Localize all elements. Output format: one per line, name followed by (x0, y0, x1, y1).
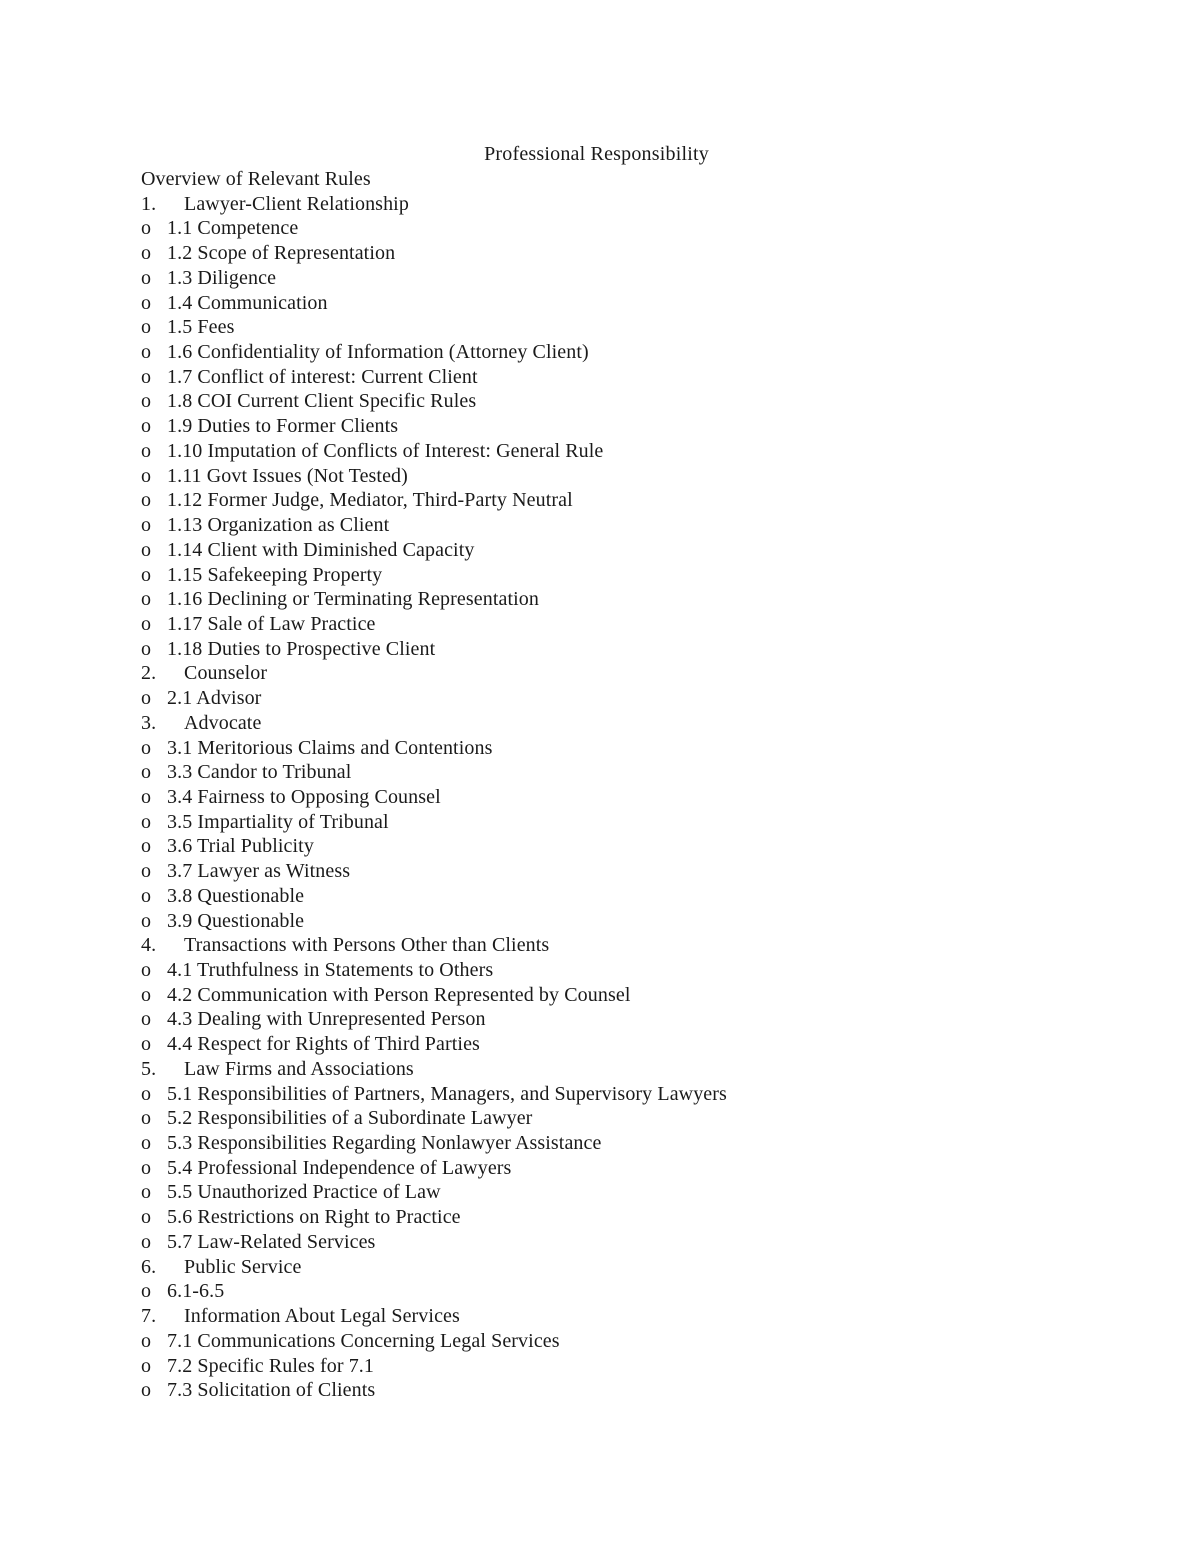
rule-list-item (141, 439, 1181, 464)
rule-title: 3.1 Meritorious Claims and Contentions (167, 736, 493, 759)
bullet-marker: o (141, 761, 152, 784)
bullet-marker: o (141, 588, 152, 611)
bullet-marker: o (141, 884, 152, 907)
rule-list-item (141, 958, 1181, 983)
rule-title: 1.12 Former Judge, Mediator, Third-Party Neutral (167, 489, 573, 512)
rule-title: 1.5 Fees (167, 316, 235, 339)
rule-list-item (141, 266, 1181, 291)
rule-list-item (141, 859, 1181, 884)
bullet-marker: o (141, 464, 152, 487)
bullet-marker: o (141, 266, 152, 289)
rule-list-item (141, 414, 1181, 439)
bullet-marker: o (141, 390, 152, 413)
bullet-marker: o (141, 909, 152, 932)
rule-list-item (141, 1131, 1181, 1156)
rule-title: 1.14 Client with Diminished Capacity (167, 538, 475, 561)
bullet-marker: o (141, 983, 152, 1006)
section-number: 4. (141, 934, 157, 957)
rule-list-item (141, 637, 1181, 662)
section-title: Lawyer-Client Relationship (184, 192, 409, 215)
rule-title: 1.9 Duties to Former Clients (167, 415, 399, 438)
bullet-marker: o (141, 785, 152, 808)
section-title: Counselor (184, 662, 268, 685)
bullet-marker: o (141, 1156, 152, 1179)
section-heading (141, 1255, 1181, 1280)
section-heading (141, 661, 1181, 686)
bullet-marker: o (141, 1181, 152, 1204)
rule-title: 1.13 Organization as Client (167, 514, 390, 537)
rule-list-item (141, 1378, 1181, 1403)
section-title: Advocate (184, 711, 262, 734)
rule-title: 7.2 Specific Rules for 7.1 (167, 1354, 375, 1377)
rule-title: 7.3 Solicitation of Clients (167, 1379, 376, 1402)
section-number: 2. (141, 662, 157, 685)
bullet-marker: o (141, 217, 152, 240)
rule-list-item (141, 315, 1181, 340)
rule-list-item (141, 1032, 1181, 1057)
bullet-marker: o (141, 959, 152, 981)
rule-list-item (141, 834, 1181, 859)
rule-list-item (141, 1082, 1181, 1107)
rule-title: 1.4 Communication (167, 291, 328, 314)
bullet-marker: o (141, 538, 152, 561)
section-number: 1. (141, 192, 157, 215)
rule-title: 1.6 Confidentiality of Information (Attorney Client) (167, 341, 589, 364)
rule-list-item (141, 1354, 1181, 1379)
rule-title: 4.3 Dealing with Unrepresented Person (167, 1008, 486, 1031)
rule-title: 3.7 Lawyer as Witness (167, 860, 351, 883)
rule-list-item (141, 1156, 1181, 1181)
rule-title: 4.4 Respect for Rights of Third Parties (167, 1033, 480, 1056)
rule-title: 3.6 Trial Publicity (167, 835, 314, 858)
rule-list-item (141, 736, 1181, 761)
rule-title: 1.16 Declining or Terminating Representation (167, 588, 539, 611)
bullet-marker: o (141, 736, 152, 759)
rule-list-item (141, 241, 1181, 266)
rule-title: 5.5 Unauthorized Practice of Law (167, 1181, 441, 1204)
rule-title: 7.1 Communications Concerning Legal Services (167, 1329, 560, 1352)
rule-list-item (141, 1329, 1181, 1354)
document-title: Professional Responsibility (484, 143, 709, 165)
rule-list-item (141, 983, 1181, 1008)
rule-title: 5.6 Restrictions on Right to Practice (167, 1206, 461, 1229)
bullet-marker: o (141, 1132, 152, 1155)
bullet-marker: o (141, 1329, 152, 1352)
bullet-marker: o (141, 242, 152, 265)
rule-list-item (141, 1007, 1181, 1032)
bullet-marker: o (141, 489, 152, 512)
rule-title: 3.9 Questionable (167, 909, 305, 932)
rule-title: 1.15 Safekeeping Property (167, 563, 383, 586)
rule-title: 1.11 Govt Issues (Not Tested) (167, 464, 408, 487)
rule-title: 5.2 Responsibilities of a Subordinate Lawyer (167, 1107, 533, 1130)
bullet-marker: o (141, 316, 152, 339)
rule-title: 5.3 Responsibilities Regarding Nonlawyer Assistance (167, 1132, 602, 1155)
rule-title: 3.8 Questionable (167, 884, 305, 907)
rule-title: 1.18 Duties to Prospective Client (167, 637, 436, 660)
rule-list-item (141, 340, 1181, 365)
section-title: Transactions with Persons Other than Clients (184, 934, 550, 957)
section-title: Public Service (184, 1255, 302, 1278)
bullet-marker: o (141, 1082, 152, 1105)
rule-title: 1.17 Sale of Law Practice (167, 612, 376, 635)
section-number: 5. (141, 1057, 157, 1080)
section-heading (141, 711, 1181, 736)
rule-list-item (141, 1205, 1181, 1230)
section-heading (141, 192, 1181, 217)
bullet-marker: o (141, 415, 152, 438)
rule-list-item (141, 884, 1181, 909)
bullet-marker: o (141, 365, 152, 388)
rule-list-item (141, 563, 1181, 588)
bullet-marker: o (141, 1280, 152, 1303)
bullet-marker: o (141, 563, 152, 586)
rule-list-item (141, 464, 1181, 489)
bullet-marker: o (141, 1206, 152, 1229)
rule-title: 3.3 Candor to Tribunal (167, 761, 352, 784)
rule-list-item (141, 785, 1181, 810)
bullet-marker: o (141, 439, 152, 462)
bullet-marker: o (141, 687, 152, 710)
rule-title: 5.1 Responsibilities of Partners, Managers, and Supervisory Lawyers (167, 1082, 727, 1105)
section-title: Law Firms and Associations (184, 1057, 414, 1080)
rule-title: 1.1 Competence (167, 217, 299, 240)
rule-list-item (141, 909, 1181, 934)
rule-list-item (141, 1180, 1181, 1205)
rule-list-item (141, 1279, 1181, 1304)
rule-title: 4.1 Truthfulness in Statements to Others (167, 959, 494, 981)
rule-list-item (141, 216, 1181, 241)
bullet-marker: o (141, 1033, 152, 1056)
rule-title: 4.2 Communication with Person Represented by Counsel (167, 983, 631, 1006)
bullet-marker: o (141, 810, 152, 833)
bullet-marker: o (141, 514, 152, 537)
bullet-marker: o (141, 1008, 152, 1031)
bullet-marker: o (141, 291, 152, 314)
bullet-marker: o (141, 1379, 152, 1402)
rule-list-item (141, 587, 1181, 612)
rule-list-item (141, 810, 1181, 835)
overview-heading (141, 167, 1181, 192)
rule-list-item (141, 1106, 1181, 1131)
section-number: 7. (141, 1305, 157, 1328)
rules-outline (141, 167, 1181, 1403)
bullet-marker: o (141, 612, 152, 635)
rule-list-item (141, 389, 1181, 414)
rule-title: 1.3 Diligence (167, 266, 277, 289)
rule-title: 3.5 Impartiality of Tribunal (167, 810, 389, 833)
rule-title: 1.10 Imputation of Conflicts of Interest: General Rule (167, 439, 604, 462)
bullet-marker: o (141, 637, 152, 660)
rule-title: 6.1-6.5 (167, 1280, 225, 1303)
rule-title: 1.8 COI Current Client Specific Rules (167, 390, 477, 413)
section-heading (141, 933, 1181, 958)
rule-list-item (141, 612, 1181, 637)
bullet-marker: o (141, 1107, 152, 1130)
section-heading (141, 1304, 1181, 1329)
overview-title: Overview of Relevant Rules (141, 168, 371, 190)
section-number: 6. (141, 1255, 157, 1278)
rule-title: 5.7 Law-Related Services (167, 1230, 376, 1253)
bullet-marker: o (141, 1354, 152, 1377)
rule-list-item (141, 1230, 1181, 1255)
rule-title: 1.2 Scope of Representation (167, 242, 396, 265)
rule-title: 5.4 Professional Independence of Lawyers (167, 1156, 512, 1179)
rule-list-item (141, 488, 1181, 513)
rule-list-item (141, 686, 1181, 711)
bullet-marker: o (141, 835, 152, 858)
rule-list-item (141, 365, 1181, 390)
rule-title: 2.1 Advisor (167, 687, 262, 710)
section-title: Information About Legal Services (184, 1305, 460, 1328)
rule-title: 3.4 Fairness to Opposing Counsel (167, 785, 441, 808)
bullet-marker: o (141, 860, 152, 883)
rule-list-item (141, 538, 1181, 563)
rule-title: 1.7 Conflict of interest: Current Client (167, 365, 478, 388)
rule-list-item (141, 291, 1181, 316)
bullet-marker: o (141, 341, 152, 364)
rule-list-item (141, 760, 1181, 785)
section-number: 3. (141, 711, 157, 734)
bullet-marker: o (141, 1230, 152, 1253)
section-heading (141, 1057, 1181, 1082)
rule-list-item (141, 513, 1181, 538)
